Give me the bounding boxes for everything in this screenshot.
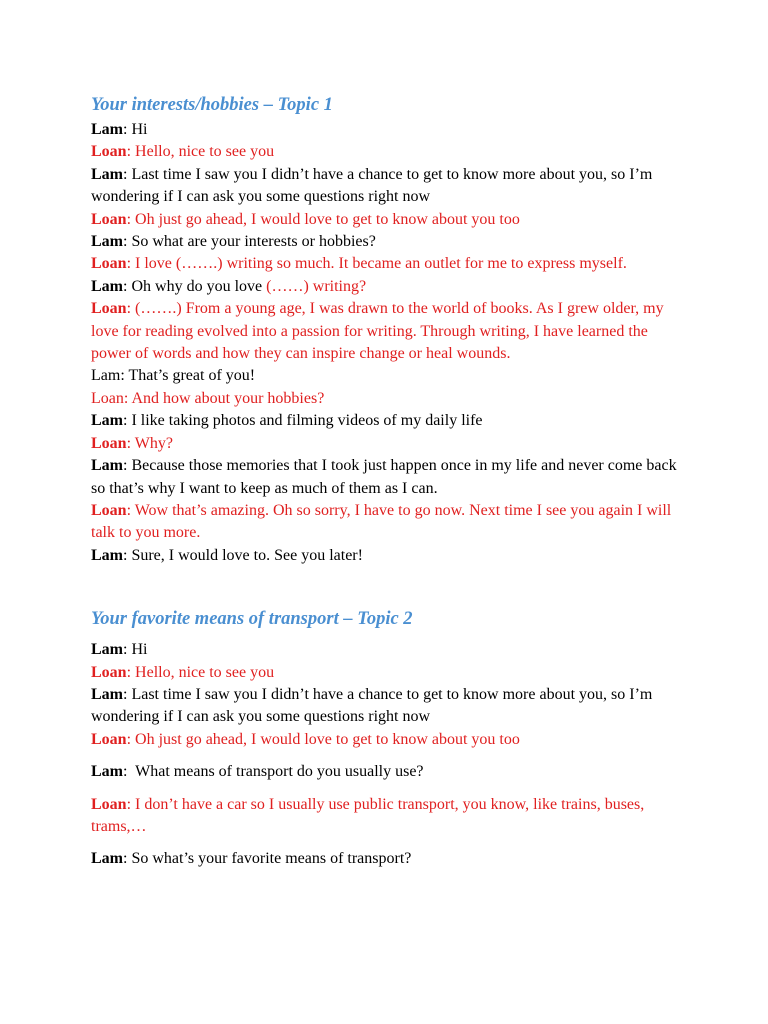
dialogue-line [91,141,691,163]
dialogue-text: Hi [131,641,148,659]
dialogue-text: Hello, nice to see you [135,663,275,681]
speaker-name: Loan [91,501,127,519]
dialogue-text: That’s great of you! [128,367,256,385]
dialogue-line [91,729,691,751]
speaker-name: Lam [91,121,123,138]
speaker-name: Lam [91,367,121,385]
dialogue-text: Because those memories that I took just happen once in my life and never come back so that’s why I want to keep as much of them as I can. [91,457,677,497]
speaker-separator: : [123,277,132,295]
speaker-name: Loan [91,389,124,407]
section-gap [91,567,691,589]
dialogue-line [91,209,691,231]
dialogue-text: Oh why do you love [131,277,267,295]
dialogue-line [91,164,691,209]
dialogue-text: Why? [134,434,173,452]
speaker-separator: : [123,165,132,183]
dialogue-line [91,276,691,298]
dialogue-text: What means of transport do you usually use? [135,763,424,781]
speaker-name: Loan [91,143,127,161]
speaker-name: Loan [91,795,127,813]
speaker-separator: : [123,685,132,703]
speaker-separator: : [123,389,132,407]
dialogue-text: I don’t have a car so I usually use public transport, you know, like trains, buses, trams,… [91,795,645,835]
dialogue-line [91,119,691,141]
dialogue-line [91,365,691,387]
speaker-name: Lam [91,165,123,183]
dialogue-text: I like taking photos and filming videos of my daily life [131,412,483,430]
speaker-separator: : [123,121,132,138]
speaker-name: Loan [91,210,127,228]
speaker-separator: : [126,730,136,748]
dialogue-line [91,761,691,783]
speaker-name: Lam [91,412,123,430]
dialogue-text: So what’s your favorite means of transport? [131,850,412,868]
dialogue-text-highlight: (……) writing? [266,277,367,295]
dialogue-line [91,231,691,253]
speaker-separator: : [126,300,136,318]
dialogue-line [91,455,691,500]
topic1-heading: Your interests/hobbies – Topic 1 [91,95,333,115]
dialogue-line [91,433,691,455]
topic2-dialogue [91,639,691,871]
speaker-separator: : [123,233,132,251]
dialogue-text: And how about your hobbies? [131,389,325,407]
speaker-name: Lam [91,685,123,703]
dialogue-text: Hi [131,121,148,138]
speaker-separator: : [123,641,132,659]
dialogue-line [91,545,691,567]
speaker-name: Loan [91,255,127,273]
document-page [91,91,691,881]
dialogue-line [91,639,691,661]
speaker-separator: : [123,457,132,475]
speaker-separator: : [126,501,135,519]
dialogue-line [91,253,691,275]
dialogue-text: I love (…….) writing so much. It became an outlet for me to express myself. [135,255,627,273]
speaker-name: Lam [91,233,123,251]
dialogue-line [91,388,691,410]
speaker-separator: : [120,367,129,385]
speaker-name: Loan [91,730,127,748]
topic2-heading: Your favorite means of transport – Topic 2 [91,609,413,630]
speaker-separator: : [126,210,136,228]
dialogue-text: Sure, I would love to. See you later! [131,546,363,564]
dialogue-text: Oh just go ahead, I would love to get to know about you too [135,210,520,228]
speaker-name: Loan [91,434,127,452]
dialogue-line [91,662,691,684]
speaker-separator: : [123,763,136,781]
topic1-dialogue [91,119,691,567]
speaker-name: Lam [91,641,123,659]
speaker-separator: : [123,850,132,868]
speaker-name: Lam [91,457,123,475]
dialogue-text: Hello, nice to see you [135,143,275,161]
dialogue-text: Last time I saw you I didn’t have a chance to get to know more about you, so I’m wondering if I can ask you some questions right now [91,685,653,726]
dialogue-text: Wow that’s amazing. Oh so sorry, I have to go now. Next time I see you again I will talk to you more. [91,501,672,542]
speaker-separator: : [123,546,132,564]
speaker-separator: : [126,663,136,681]
speaker-name: Lam [91,850,123,868]
dialogue-line [91,848,691,870]
speaker-name: Loan [91,300,127,318]
dialogue-line [91,298,691,365]
speaker-separator: : [126,434,135,452]
dialogue-line [91,684,691,729]
speaker-separator: : [126,143,136,161]
speaker-separator: : [126,795,136,813]
dialogue-text: (…….) From a young age, I was drawn to the world of books. As I grew older, my love for reading evolved into a passion for writing. Through writing, I have learned the power of words and how they can inspire change or heal wounds. [91,300,664,363]
speaker-name: Lam [91,763,123,781]
dialogue-line [91,410,691,432]
dialogue-line [91,500,691,545]
dialogue-text: So what are your interests or hobbies? [131,233,376,251]
speaker-separator: : [123,412,132,430]
dialogue-text: Oh just go ahead, I would love to get to know about you too [135,730,520,748]
speaker-name: Lam [91,277,123,295]
speaker-name: Lam [91,546,123,564]
speaker-separator: : [126,255,136,273]
dialogue-line [91,794,691,839]
speaker-name: Loan [91,663,127,681]
dialogue-text: Last time I saw you I didn’t have a chance to get to know more about you, so I’m wondering if I can ask you some questions right now [91,165,653,206]
